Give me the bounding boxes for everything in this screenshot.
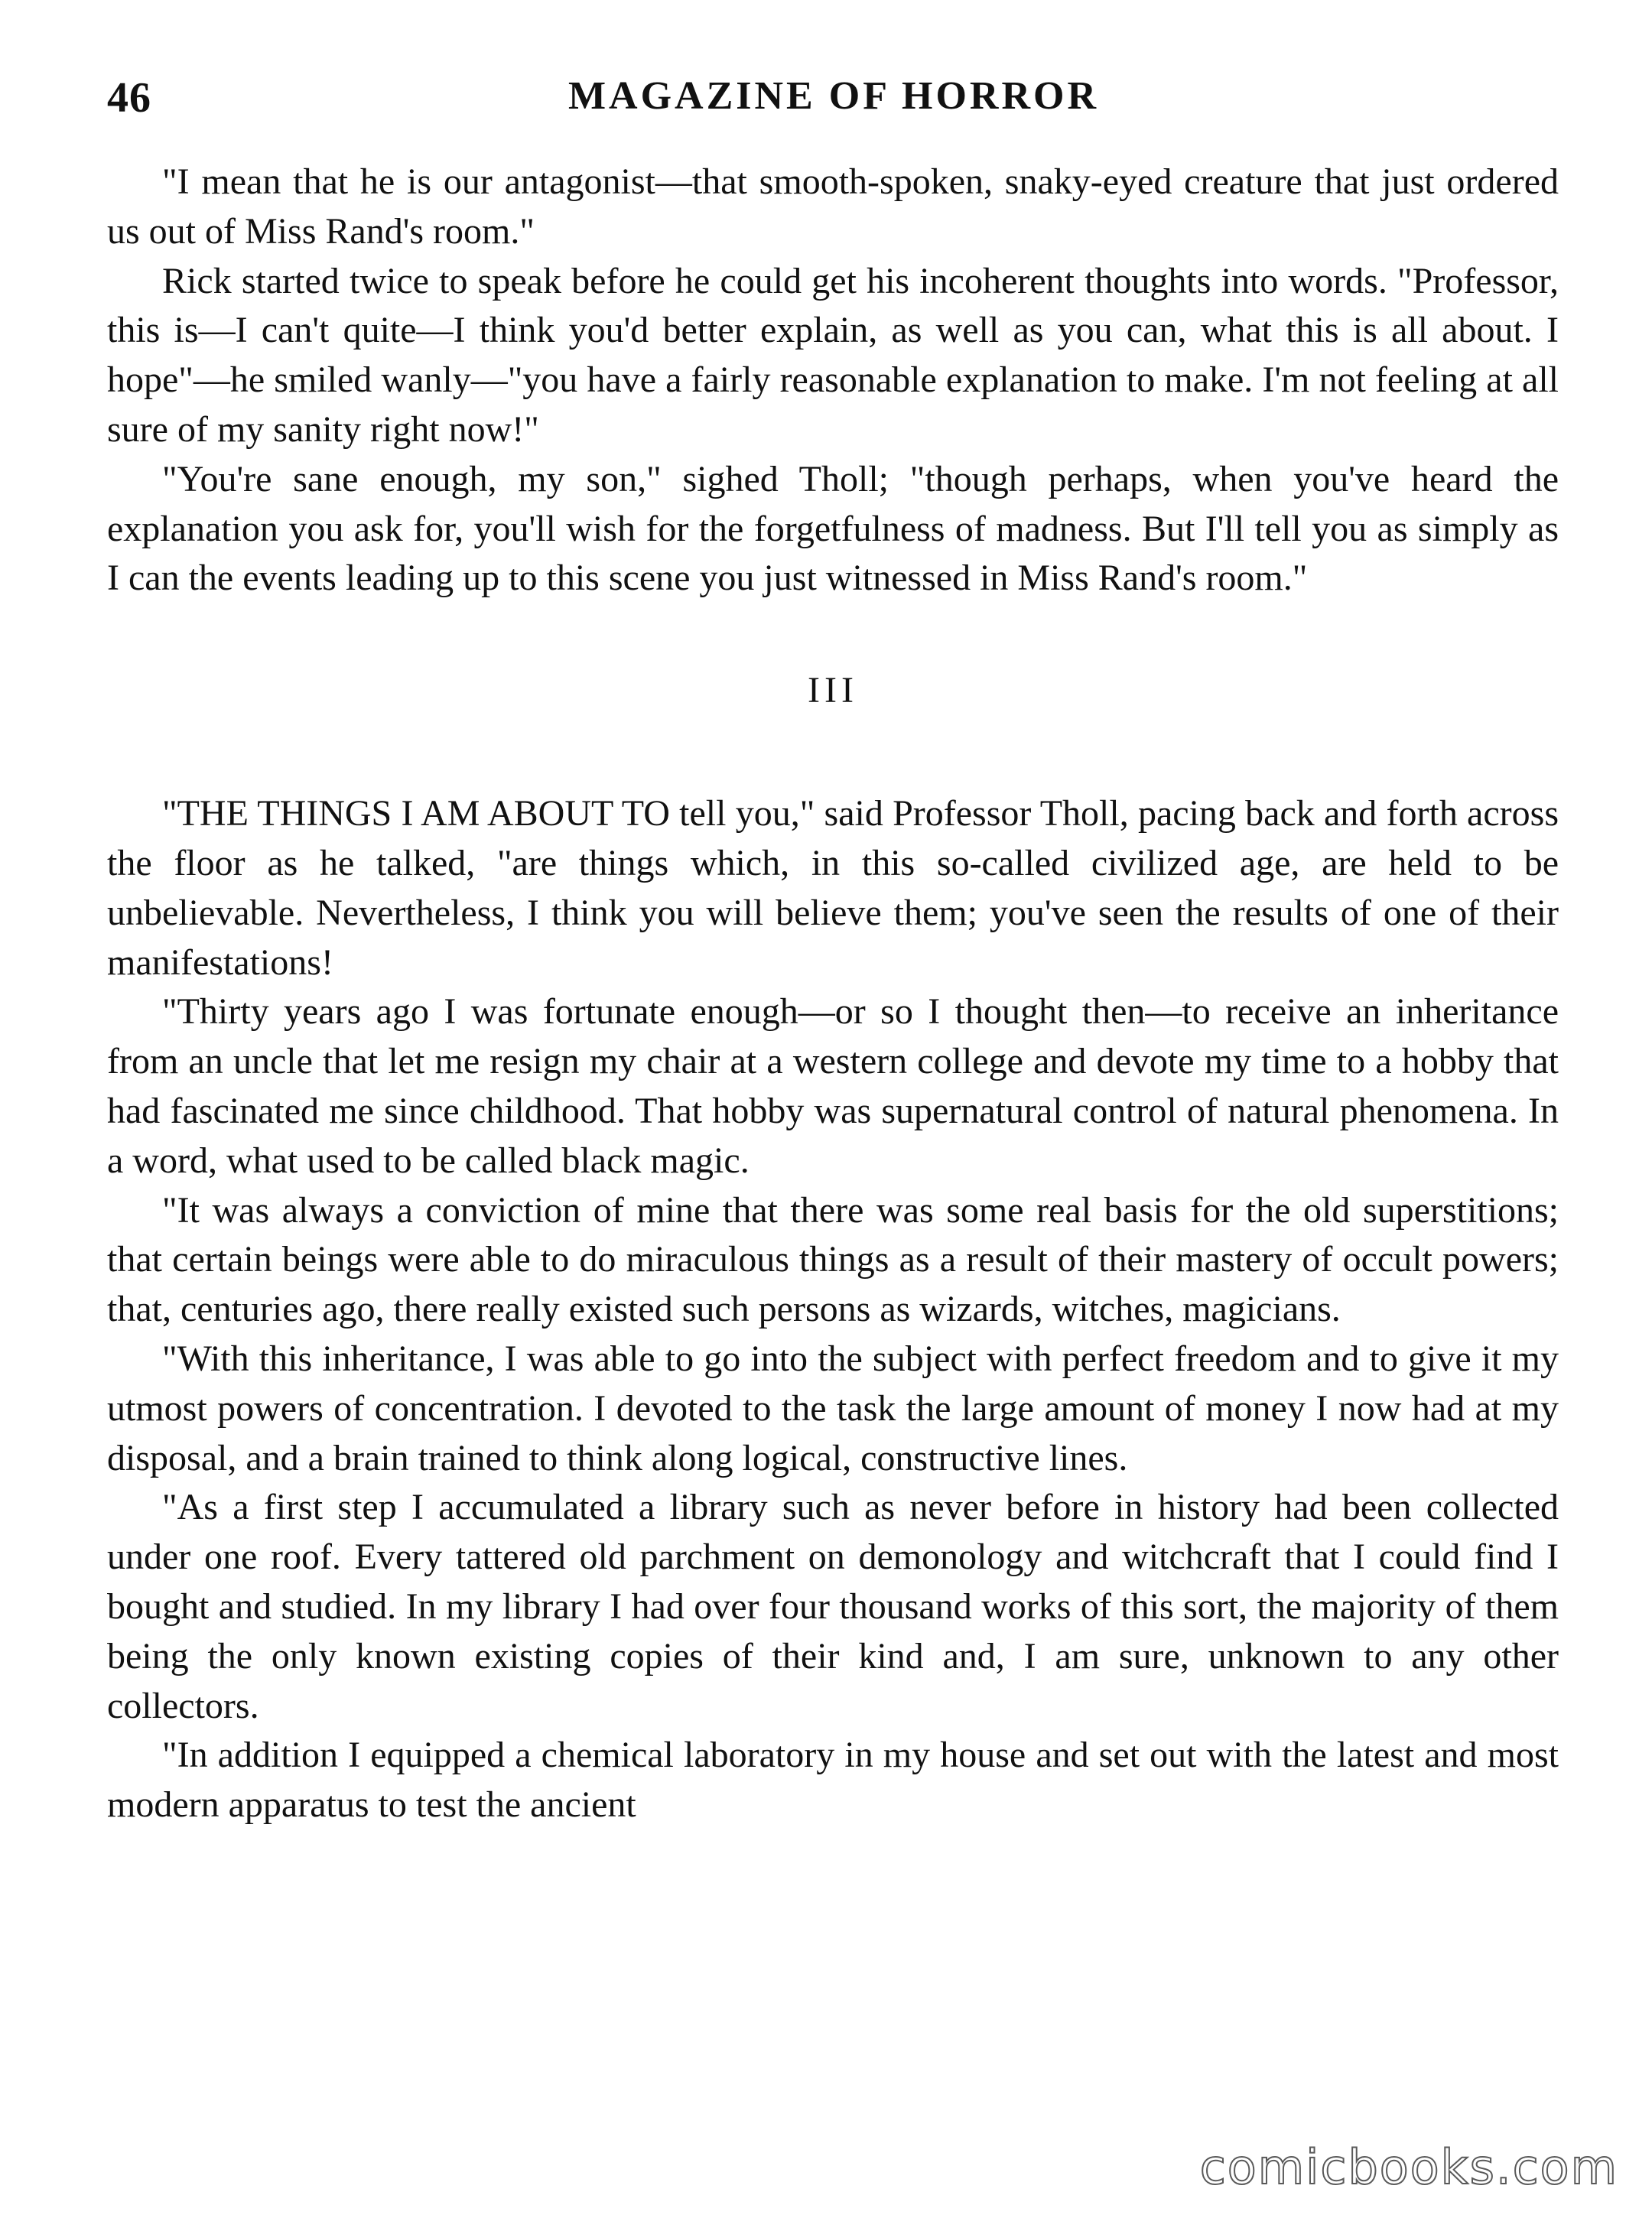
paragraph: "You're sane enough, my son," sighed Tholl; "though perhaps, when you've heard the explanation you ask for, you'll wish for the forgetfulness of madness. But I'll tell you as simply as I can the events leading up to this scene you just witnessed in Miss Rand's room." [107, 458, 1559, 599]
paragraph: "In addition I equipped a chemical laboratory in my house and set out with the latest and most modern apparatus to test the ancient [107, 1735, 1559, 1826]
paragraph: "I mean that he is our antagonist—that smooth-spoken, snaky-eyed creature that just ordered us out of Miss Rand's room." [107, 161, 1559, 252]
paragraph: "As a first step I accumulated a library such as never before in history had been collected under one roof. Every tattered old parchment on demonology and witchcraft that I could find I bought and studied. In my library I had over four thousand works of this sort, the majority of them being the only known existing copies of their kind and, I am sure, unknown to any other collectors. [107, 1487, 1559, 1726]
paragraph: "It was always a conviction of mine that there was some real basis for the old superstitions; that certain beings were able to do miraculous things as a result of their mastery of occult powers; that, centuries ago, there really existed such persons as wizards, witches, magicians. [107, 1189, 1559, 1330]
paragraph: "THE THINGS I AM ABOUT TO tell you," said Professor Tholl, pacing back and forth across the floor as he talked, "are things which, in this so-called civilized age, are held to be unbelievable. Nevertheless, I think you will believe them; you've seen the results of one of their manifestations! [107, 793, 1559, 983]
page-number: 46 [107, 74, 151, 122]
paragraph: "With this inheritance, I was able to go into the subject with perfect freedom and to give it my utmost powers of concentration. I devoted to the task the large amount of money I now had at my disposal, and a brain trained to think along logical, constructive lines. [107, 1338, 1559, 1478]
running-title: MAGAZINE OF HORROR [567, 74, 1100, 118]
paragraph: "Thirty years ago I was fortunate enough—or so I thought then—to receive an inheritance from an uncle that let me resign my chair at a western college and devote my time to a hobby that had fascinated me since childhood. That hobby was supernatural control of natural phenomena. In a word, what used to be called black magic. [107, 991, 1559, 1181]
story-text [107, 158, 1559, 1830]
page-header [107, 73, 1560, 135]
watermark: comicbooks.com [1199, 2139, 1618, 2195]
section-heading: III [808, 670, 858, 711]
paragraph: Rick started twice to speak before he could get his incoherent thoughts into words. "Professor, this is—I can't quite—I think you'd better explain, as well as you can, what this is all about. I hope"—he smiled wanly—"you have a fairly reasonable explanation to make. I'm not feeling at all sure of my sanity right now!" [107, 260, 1559, 450]
